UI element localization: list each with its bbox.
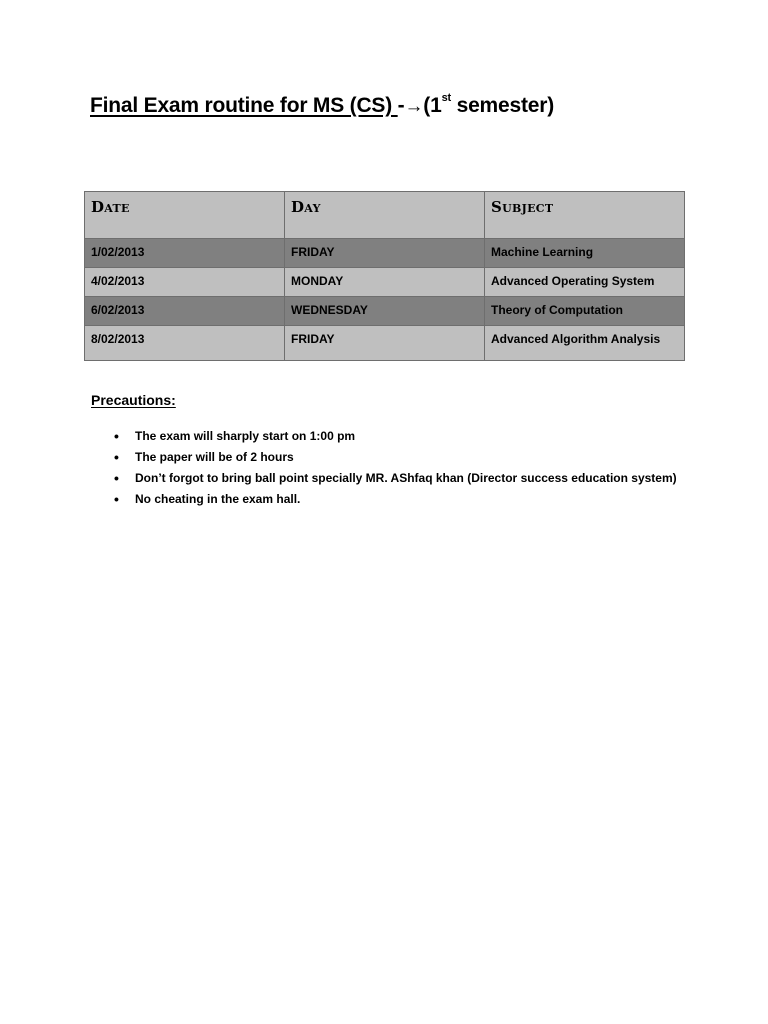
- title-superscript: st: [441, 92, 451, 104]
- cell-day: WEDNESDAY: [285, 297, 485, 326]
- precautions-list: [110, 426, 677, 510]
- cell-date: 6/02/2013: [85, 297, 285, 326]
- cell-subject: Machine Learning: [485, 239, 685, 268]
- cell-day: MONDAY: [285, 268, 485, 297]
- table-row: [85, 239, 685, 268]
- title-rest: semester): [450, 94, 555, 117]
- list-item: • The paper will be of 2 hours: [110, 447, 677, 468]
- cell-day: FRIDAY: [285, 239, 485, 268]
- title-dash: -: [397, 94, 405, 117]
- header-day: Day: [285, 192, 485, 239]
- header-date: Date: [85, 192, 285, 239]
- cell-date: 8/02/2013: [85, 326, 285, 361]
- table-header-row: [85, 192, 685, 239]
- header-subject: Subject: [485, 192, 685, 239]
- cell-subject: Theory of Computation: [485, 297, 685, 326]
- precautions-heading: Precautions:: [91, 392, 176, 408]
- list-item: • No cheating in the exam hall.: [110, 489, 677, 510]
- title-paren: (1: [423, 94, 442, 117]
- cell-date: 1/02/2013: [85, 239, 285, 268]
- table-row: [85, 326, 685, 361]
- exam-routine-table: [84, 191, 685, 361]
- cell-subject: Advanced Operating System: [485, 268, 685, 297]
- cell-day: FRIDAY: [285, 326, 485, 361]
- arrow-right-icon: →: [404, 96, 424, 117]
- cell-date: 4/02/2013: [85, 268, 285, 297]
- list-item: • The exam will sharply start on 1:00 pm: [110, 426, 677, 447]
- cell-subject: Advanced Algorithm Analysis: [485, 326, 685, 361]
- list-item: • Don’t forgot to bring ball point specially MR. AShfaq khan (Director success education system): [110, 468, 677, 489]
- table-row: [85, 297, 685, 326]
- title-main: Final Exam routine for MS (CS): [90, 94, 398, 117]
- table-row: [85, 268, 685, 297]
- page-title: [90, 94, 554, 118]
